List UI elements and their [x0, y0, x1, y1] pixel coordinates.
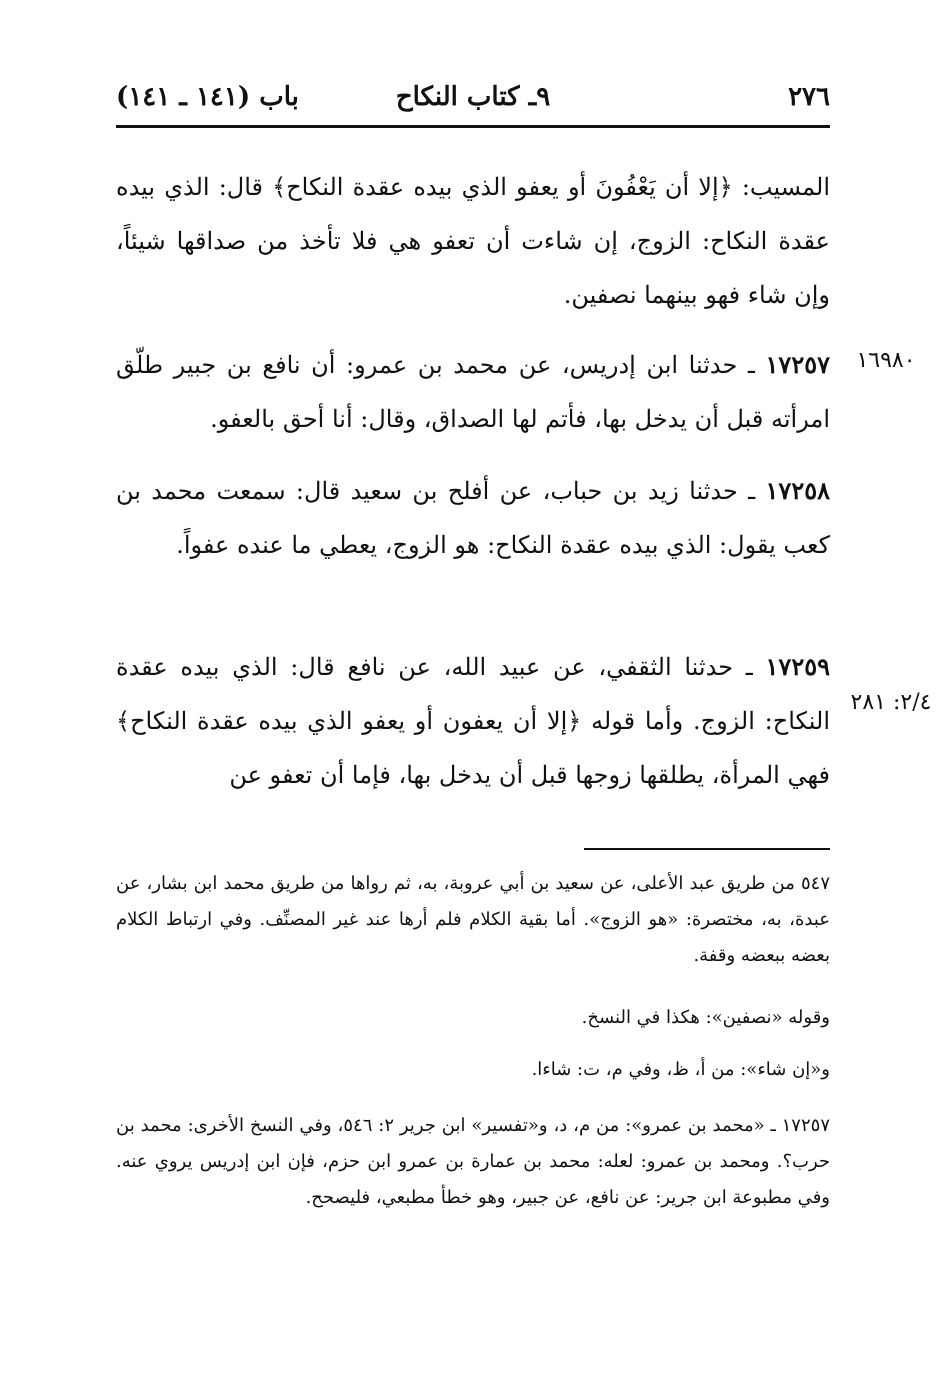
page-header — [116, 78, 830, 118]
footnote: و«إن شاء»: من أ، ظ، وفي م، ت: شاءا. — [531, 1059, 830, 1080]
book-title: ٩ـ كتاب النكاح — [395, 82, 551, 112]
header-divider — [116, 125, 830, 128]
margin-note: ٢/٤: ٢٨١ — [850, 690, 932, 715]
hadith-text: ـ حدثنا الثقفي، عن عبيد الله، عن نافع قال: الذي بيده عقدة النكاح: الزوج. وأما قوله ﴿إلا أن يعفون أو يعفو الذي بيده عقدة النكاح﴾ فهي المرأة، يطلقها زوجها قبل أن يدخل بها، فإما أن تعفو عن — [116, 653, 830, 789]
paragraph-text: المسيب: ﴿إلا أن يَعْفُونَ أو يعفو الذي بيده عقدة النكاح﴾ قال: الذي بيده عقدة النكاح: الزوج، إن شاءت أن تعفو هي فلا تأخذ من صداقها شيئاً، وإن شاء فهو بينهما نصفين. — [116, 173, 830, 309]
page-number: ٢٧٦ — [788, 82, 830, 112]
main-paragraph — [116, 160, 830, 322]
hadith-number: ١٧٢٥٩ — [765, 652, 830, 681]
hadith-paragraph — [116, 464, 830, 572]
hadith-paragraph — [116, 640, 830, 802]
footnote: وقوله «نصفين»: هكذا في النسخ. — [581, 1007, 830, 1028]
hadith-paragraph — [116, 338, 830, 446]
chapter-reference: باب (١٤١ ـ ١٤١) — [116, 82, 299, 112]
hadith-text: ـ حدثنا زيد بن حباب، عن أفلح بن سعيد قال: سمعت محمد بن كعب يقول: الذي بيده عقدة النكاح: هو الزوج، يعطي ما عنده عفواً. — [116, 477, 830, 559]
hadith-text: ـ حدثنا ابن إدريس، عن محمد بن عمرو: أن نافع بن جبير طلّق امرأته قبل أن يدخل بها، فأتم لها الصداق، وقال: أنا أحق بالعفو. — [116, 351, 830, 433]
margin-note: ١٦٩٨٠ — [856, 348, 916, 373]
hadith-number: ١٧٢٥٨ — [765, 476, 830, 505]
footnote: ١٧٢٥٧ ـ «محمد بن عمرو»: من م، د، و«تفسير» ابن جرير ٢: ٥٤٦، وفي النسخ الأخرى: محمد بن حرب؟. ومحمد بن عمرو: لعله: محمد بن عمارة بن عمرو ابن حزم، فإن ابن إدريس يروي عنه. وفي مطبوعة ابن جرير: عن نافع، عن جبير، وهو خطأ مطبعي، فليصحح. — [116, 1115, 830, 1208]
hadith-number: ١٧٢٥٧ — [765, 350, 830, 379]
footnote-divider — [584, 848, 830, 850]
footnote: ٥٤٧ من طريق عبد الأعلى، عن سعيد بن أبي عروبة، به، ثم رواها من طريق محمد ابن بشار، عن عبدة، به، مختصرة: «هو الزوج». أما بقية الكلام فلم أرها عند غير المصنِّف. وفي ارتباط الكلام بعضه ببعضه وقفة. — [116, 873, 830, 966]
